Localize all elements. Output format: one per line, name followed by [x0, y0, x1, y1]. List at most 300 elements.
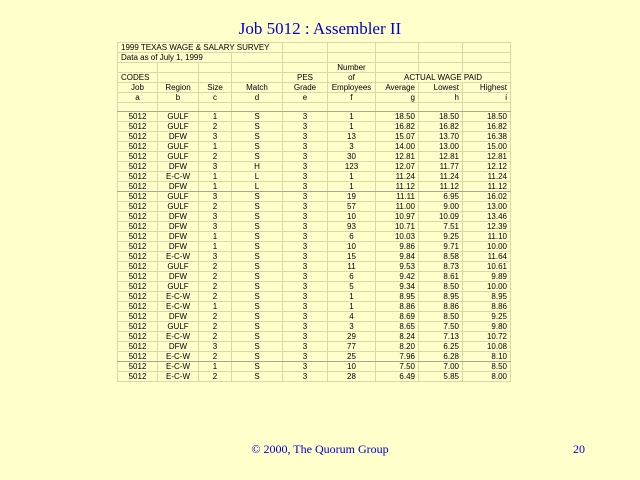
table-cell: 4 [328, 312, 376, 322]
column-header: Match [232, 83, 283, 93]
table-cell: DFW [158, 312, 199, 322]
table-cell: 1 [328, 302, 376, 312]
table-cell: 8.73 [419, 262, 463, 272]
table-cell: 13.46 [463, 212, 511, 222]
column-header: Average [376, 83, 419, 93]
table-cell: GULF [158, 202, 199, 212]
table-cell: 5012 [118, 282, 158, 292]
table-cell: GULF [158, 262, 199, 272]
table-cell: 11 [328, 262, 376, 272]
table-cell: 11.24 [463, 172, 511, 182]
table-cell: 6 [328, 272, 376, 282]
table-cell: 3 [283, 122, 328, 132]
table-cell: 9.25 [463, 312, 511, 322]
table-cell: E-C-W [158, 252, 199, 262]
column-header: Job [118, 83, 158, 93]
table-cell: 6 [328, 232, 376, 242]
table-cell: 2 [199, 312, 232, 322]
table-cell: DFW [158, 222, 199, 232]
table-cell: 123 [328, 162, 376, 172]
table-cell: S [232, 312, 283, 322]
table-cell: 9.86 [376, 242, 419, 252]
table-cell: 5012 [118, 192, 158, 202]
survey-date: Data as of July 1, 1999 [118, 53, 232, 63]
table-cell: 1 [199, 242, 232, 252]
table-row [118, 142, 511, 152]
table-cell: GULF [158, 282, 199, 292]
table-cell: 8.58 [419, 252, 463, 262]
column-letter: c [199, 93, 232, 103]
page-title: Job 5012 : Assembler II [238, 19, 402, 38]
table-cell: 8.50 [419, 282, 463, 292]
table-row [118, 372, 511, 382]
table-cell: 2 [199, 372, 232, 382]
table-cell: 5012 [118, 152, 158, 162]
table-cell: 8.20 [376, 342, 419, 352]
table-cell: 5012 [118, 262, 158, 272]
table-row [118, 362, 511, 372]
column-header: Lowest [419, 83, 463, 93]
column-header: Grade [283, 83, 328, 93]
header-row-codes [118, 73, 511, 83]
table-cell: 93 [328, 222, 376, 232]
column-header: Employees [328, 83, 376, 93]
table-row [118, 182, 511, 192]
table-cell: 9.34 [376, 282, 419, 292]
table-cell: 2 [199, 332, 232, 342]
copyright-footer: © 2000, The Quorum Group [251, 442, 389, 456]
table-cell: S [232, 322, 283, 332]
table-cell: DFW [158, 272, 199, 282]
table-cell: 1 [328, 122, 376, 132]
table-row [118, 222, 511, 232]
table-cell: 8.86 [419, 302, 463, 312]
table-cell: 1 [199, 232, 232, 242]
table-cell: S [232, 332, 283, 342]
table-cell: 3 [283, 372, 328, 382]
table-cell: 13.00 [419, 142, 463, 152]
table-cell: 3 [199, 192, 232, 202]
table-cell: 2 [199, 272, 232, 282]
table-cell: 11.24 [419, 172, 463, 182]
table-cell: 2 [199, 322, 232, 332]
table-cell: E-C-W [158, 372, 199, 382]
table-cell: 19 [328, 192, 376, 202]
table-row [118, 212, 511, 222]
table-cell: 18.50 [463, 112, 511, 122]
number-label: Number [328, 63, 376, 73]
table-cell: 3 [283, 232, 328, 242]
table-cell: 5012 [118, 122, 158, 132]
table-cell: DFW [158, 242, 199, 252]
table-cell: 6.49 [376, 372, 419, 382]
table-row [118, 332, 511, 342]
table-cell: 16.82 [376, 122, 419, 132]
table-cell: S [232, 352, 283, 362]
table-cell: 12.07 [376, 162, 419, 172]
table-cell: DFW [158, 212, 199, 222]
table-cell: S [232, 152, 283, 162]
table-cell: 3 [283, 262, 328, 272]
table-cell: 5012 [118, 322, 158, 332]
table-cell: S [232, 212, 283, 222]
table-cell: 5012 [118, 372, 158, 382]
table-cell: 10.72 [463, 332, 511, 342]
table-cell: 3 [199, 222, 232, 232]
table-cell: 12.81 [419, 152, 463, 162]
table-cell: 9.84 [376, 252, 419, 262]
table-cell: 5.85 [419, 372, 463, 382]
table-cell: 5012 [118, 242, 158, 252]
table-cell: 57 [328, 202, 376, 212]
table-cell: 8.50 [419, 312, 463, 322]
table-cell: 14.00 [376, 142, 419, 152]
table-cell: 3 [283, 312, 328, 322]
table-cell: 3 [283, 222, 328, 232]
table-cell: E-C-W [158, 362, 199, 372]
table-cell: 3 [283, 152, 328, 162]
column-header: Region [158, 83, 199, 93]
table-cell: S [232, 282, 283, 292]
table-row [118, 352, 511, 362]
table-cell: 3 [283, 362, 328, 372]
blank-row [118, 103, 511, 112]
table-cell: 10 [328, 212, 376, 222]
table-cell: 13.70 [419, 132, 463, 142]
survey-name-row [118, 43, 511, 53]
table-cell: DFW [158, 132, 199, 142]
table-cell: 5012 [118, 252, 158, 262]
table-cell: 1 [199, 112, 232, 122]
table-cell: 9.53 [376, 262, 419, 272]
table-cell: 5012 [118, 362, 158, 372]
table-cell: 5012 [118, 142, 158, 152]
of-label: of [328, 73, 376, 83]
table-cell: 15 [328, 252, 376, 262]
table-cell: 10.97 [376, 212, 419, 222]
actual-wage-label: ACTUAL WAGE PAID [376, 73, 511, 83]
table-row [118, 232, 511, 242]
table-row [118, 342, 511, 352]
table-cell: 5012 [118, 212, 158, 222]
table-cell: 3 [283, 142, 328, 152]
table-cell: 10.61 [463, 262, 511, 272]
table-cell: 10 [328, 242, 376, 252]
table-cell: 10.09 [419, 212, 463, 222]
table-cell: 3 [283, 332, 328, 342]
table-cell: 1 [199, 302, 232, 312]
column-header: Size [199, 83, 232, 93]
table-cell: 11.12 [376, 182, 419, 192]
table-cell: 6.95 [419, 192, 463, 202]
table-cell: 12.81 [463, 152, 511, 162]
table-cell: 15.07 [376, 132, 419, 142]
table-row [118, 122, 511, 132]
table-cell: 10.71 [376, 222, 419, 232]
table-cell: 3 [199, 252, 232, 262]
table-cell: 11.24 [376, 172, 419, 182]
table-cell: S [232, 242, 283, 252]
table-cell: 29 [328, 332, 376, 342]
table-cell: 7.00 [419, 362, 463, 372]
table-cell: S [232, 202, 283, 212]
table-cell: 9.89 [463, 272, 511, 282]
table-row [118, 262, 511, 272]
table-cell: 1 [199, 142, 232, 152]
codes-label: CODES [118, 73, 158, 83]
table-row [118, 292, 511, 302]
survey-name: 1999 TEXAS WAGE & SALARY SURVEY [118, 43, 283, 53]
table-cell: 9.42 [376, 272, 419, 282]
table-cell: 1 [199, 362, 232, 372]
table-cell: 9.80 [463, 322, 511, 332]
table-cell: 8.95 [419, 292, 463, 302]
table-cell: 5012 [118, 182, 158, 192]
table-cell: GULF [158, 322, 199, 332]
table-cell: 12.39 [463, 222, 511, 232]
table-cell: 5012 [118, 132, 158, 142]
table-cell: 10.03 [376, 232, 419, 242]
table-cell: 3 [283, 112, 328, 122]
column-header: Highest [463, 83, 511, 93]
table-cell: 3 [199, 132, 232, 142]
table-cell: 10.00 [463, 242, 511, 252]
table-cell: 5012 [118, 222, 158, 232]
table-cell: 5012 [118, 312, 158, 322]
table-cell: 3 [283, 252, 328, 262]
table-cell: 3 [283, 352, 328, 362]
table-cell: 16.82 [419, 122, 463, 132]
table-row [118, 322, 511, 332]
table-cell: 18.50 [419, 112, 463, 122]
table-cell: E-C-W [158, 352, 199, 362]
table-cell: 13.00 [463, 202, 511, 212]
column-letter: a [118, 93, 158, 103]
table-cell: S [232, 362, 283, 372]
table-cell: S [232, 372, 283, 382]
table-cell: 11.00 [376, 202, 419, 212]
table-cell: 3 [283, 202, 328, 212]
table-cell: 2 [199, 352, 232, 362]
table-cell: E-C-W [158, 332, 199, 342]
wage-survey-table [117, 42, 511, 382]
column-letter: h [419, 93, 463, 103]
table-cell: 3 [199, 162, 232, 172]
table-cell: 10.00 [463, 282, 511, 292]
table-cell: 2 [199, 122, 232, 132]
table-cell: 8.86 [463, 302, 511, 312]
table-cell: S [232, 272, 283, 282]
table-cell: 3 [283, 132, 328, 142]
column-letter: d [232, 93, 283, 103]
table-row [118, 152, 511, 162]
table-cell: 28 [328, 372, 376, 382]
table-cell: GULF [158, 152, 199, 162]
survey-date-row [118, 53, 511, 63]
table-cell: S [232, 142, 283, 152]
table-row [118, 162, 511, 172]
table-cell: 7.96 [376, 352, 419, 362]
table-cell: 5012 [118, 332, 158, 342]
table-row [118, 192, 511, 202]
table-cell: 3 [283, 172, 328, 182]
table-cell: 8.50 [463, 362, 511, 372]
table-cell: L [232, 182, 283, 192]
table-cell: S [232, 112, 283, 122]
table-cell: 13 [328, 132, 376, 142]
column-letter: i [463, 93, 511, 103]
table-cell: 7.50 [419, 322, 463, 332]
table-cell: E-C-W [158, 292, 199, 302]
table-cell: 11.10 [463, 232, 511, 242]
table-cell: 3 [328, 322, 376, 332]
table-cell: 3 [283, 212, 328, 222]
table-cell: 2 [199, 262, 232, 272]
table-cell: 3 [283, 242, 328, 252]
table-cell: 8.69 [376, 312, 419, 322]
table-row [118, 252, 511, 262]
table-row [118, 112, 511, 122]
table-cell: 11.64 [463, 252, 511, 262]
table-cell: 2 [199, 282, 232, 292]
table-cell: 8.95 [376, 292, 419, 302]
column-letter-row [118, 93, 511, 103]
table-cell: S [232, 132, 283, 142]
table-cell: S [232, 192, 283, 202]
table-cell: 5012 [118, 302, 158, 312]
table-row [118, 312, 511, 322]
table-cell: 5012 [118, 272, 158, 282]
table-cell: 1 [199, 172, 232, 182]
table-row [118, 302, 511, 312]
table-cell: S [232, 292, 283, 302]
table-cell: 25 [328, 352, 376, 362]
table-cell: 3 [328, 142, 376, 152]
table-cell: 8.10 [463, 352, 511, 362]
table-row [118, 202, 511, 212]
table-row [118, 132, 511, 142]
table-cell: 12.12 [463, 162, 511, 172]
column-header-row [118, 83, 511, 93]
table-cell: 10.08 [463, 342, 511, 352]
table-cell: 3 [199, 342, 232, 352]
table-cell: S [232, 262, 283, 272]
table-cell: 1 [328, 182, 376, 192]
table-cell: 9.00 [419, 202, 463, 212]
table-cell: GULF [158, 122, 199, 132]
table-row [118, 172, 511, 182]
column-letter: e [283, 93, 328, 103]
table-cell: 11.12 [419, 182, 463, 192]
table-cell: L [232, 172, 283, 182]
table-cell: S [232, 222, 283, 232]
table-cell: 11.77 [419, 162, 463, 172]
table-cell: 5012 [118, 172, 158, 182]
table-cell: DFW [158, 182, 199, 192]
table-body [118, 43, 511, 382]
table-cell: 16.82 [463, 122, 511, 132]
table-cell: 3 [283, 182, 328, 192]
table-cell: 5012 [118, 162, 158, 172]
table-cell: 30 [328, 152, 376, 162]
table-row [118, 272, 511, 282]
column-letter: f [328, 93, 376, 103]
table-cell: 3 [283, 162, 328, 172]
table-cell: 12.81 [376, 152, 419, 162]
table-cell: 7.13 [419, 332, 463, 342]
table-cell: 8.00 [463, 372, 511, 382]
table-cell: S [232, 252, 283, 262]
table-cell: 77 [328, 342, 376, 352]
table-cell: 8.65 [376, 322, 419, 332]
table-cell: 6.25 [419, 342, 463, 352]
page-number: 20 [573, 442, 585, 456]
table-cell: DFW [158, 162, 199, 172]
table-cell: 5012 [118, 352, 158, 362]
table-cell: 11.12 [463, 182, 511, 192]
table-cell: 1 [328, 172, 376, 182]
table-cell: 7.50 [376, 362, 419, 372]
table-cell: 7.51 [419, 222, 463, 232]
table-cell: 5012 [118, 202, 158, 212]
column-letter: g [376, 93, 419, 103]
table-cell: 16.02 [463, 192, 511, 202]
table-cell: 3 [283, 272, 328, 282]
table-cell: 16.38 [463, 132, 511, 142]
table-cell: 3 [283, 302, 328, 312]
table-cell: GULF [158, 192, 199, 202]
table-cell: 15.00 [463, 142, 511, 152]
table-cell: 3 [283, 342, 328, 352]
table-cell: 5 [328, 282, 376, 292]
table-cell: 8.86 [376, 302, 419, 312]
table-cell: DFW [158, 342, 199, 352]
table-cell: 6.28 [419, 352, 463, 362]
table-cell: 5012 [118, 292, 158, 302]
table-cell: 8.95 [463, 292, 511, 302]
table-cell: E-C-W [158, 172, 199, 182]
table-row [118, 282, 511, 292]
table-cell: 8.24 [376, 332, 419, 342]
table-cell: DFW [158, 232, 199, 242]
table-cell: 3 [199, 212, 232, 222]
table-cell: 9.71 [419, 242, 463, 252]
table-cell: 2 [199, 152, 232, 162]
table-cell: 5012 [118, 112, 158, 122]
table-cell: 8.61 [419, 272, 463, 282]
table-cell: H [232, 162, 283, 172]
header-row-number [118, 63, 511, 73]
table-row [118, 242, 511, 252]
table-cell: GULF [158, 112, 199, 122]
table-cell: 11.11 [376, 192, 419, 202]
table-cell: E-C-W [158, 302, 199, 312]
table-cell: 1 [199, 182, 232, 192]
table-cell: 2 [199, 202, 232, 212]
table-cell: 2 [199, 292, 232, 302]
table-cell: 3 [283, 292, 328, 302]
table-cell: 1 [328, 112, 376, 122]
table-cell: GULF [158, 142, 199, 152]
table-cell: 1 [328, 292, 376, 302]
table-cell: 3 [283, 192, 328, 202]
table-cell: 10 [328, 362, 376, 372]
table-cell: 5012 [118, 232, 158, 242]
table-cell: S [232, 302, 283, 312]
table-cell: 5012 [118, 342, 158, 352]
pes-label: PES [283, 73, 328, 83]
table-cell: 9.25 [419, 232, 463, 242]
